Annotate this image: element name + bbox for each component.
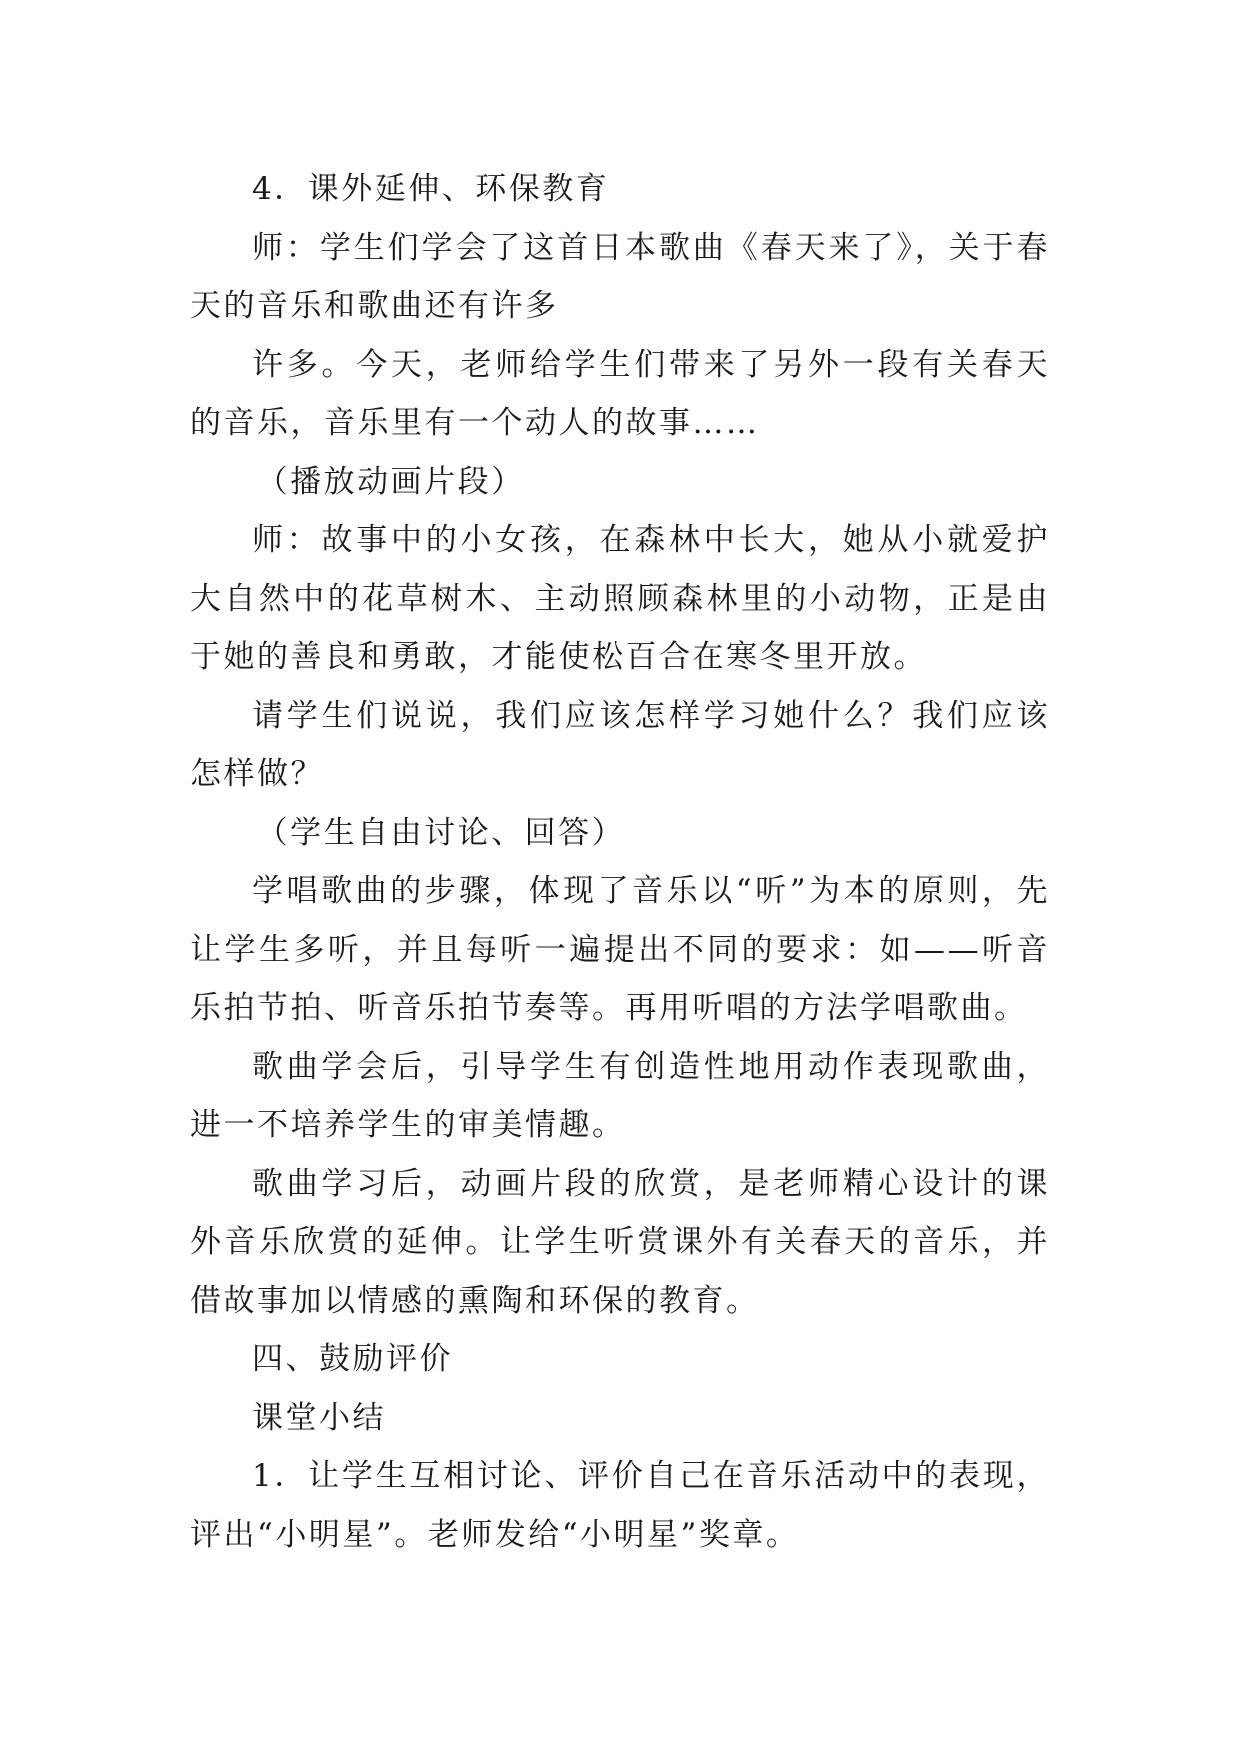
subheading-class-summary: 课堂小结 xyxy=(252,1399,386,1436)
stage-direction-discussion: （学生自由讨论、回答） xyxy=(256,814,626,851)
stage-direction-play-animation: （播放动画片段） xyxy=(256,463,525,500)
paragraph-summary-item-1: 1．让学生互相讨论、评价自己在音乐活动中的表现，评出“小明星”。老师发给“小明星”奖章。 xyxy=(190,1458,1050,1553)
paragraph-creative-movement: 歌曲学会后，引导学生有创造性地用动作表现歌曲，进一不培养学生的审美情趣。 xyxy=(190,1048,1050,1143)
paragraph-teacher-intro: 师：学生们学会了这首日本歌曲《春天来了》，关于春天的音乐和歌曲还有许多 xyxy=(190,229,1050,324)
paragraph-story-girl: 师：故事中的小女孩，在森林中长大，她从小就爱护大自然中的花草树木、主动照顾森林里的小动物，正是由于她的善良和勇敢，才能使松百合在寒冬里开放。 xyxy=(190,522,1050,675)
paragraph-singing-steps: 学唱歌曲的步骤，体现了音乐以“听”为本的原则，先让学生多听，并且每听一遍提出不同的要求：如——听音乐拍节拍、听音乐拍节奏等。再用听唱的方法学唱歌曲。 xyxy=(190,873,1050,1026)
paragraph-question: 请学生们说说，我们应该怎样学习她什么？我们应该怎样做？ xyxy=(190,697,1050,792)
document-body xyxy=(190,160,1050,1564)
paragraph-animation-appreciation: 歌曲学习后，动画片段的欣赏，是老师精心设计的课外音乐欣赏的延伸。让学生听赏课外有关春天的音乐，并借故事加以情感的熏陶和环保的教育。 xyxy=(190,1165,1050,1319)
section-heading-evaluation: 四、鼓励评价 xyxy=(252,1341,453,1377)
section-heading-extension: 4．课外延伸、环保教育 xyxy=(252,171,610,207)
paragraph-teacher-story: 许多。今天，老师给学生们带来了另外一段有关春天的音乐，音乐里有一个动人的故事…… xyxy=(190,346,1050,441)
